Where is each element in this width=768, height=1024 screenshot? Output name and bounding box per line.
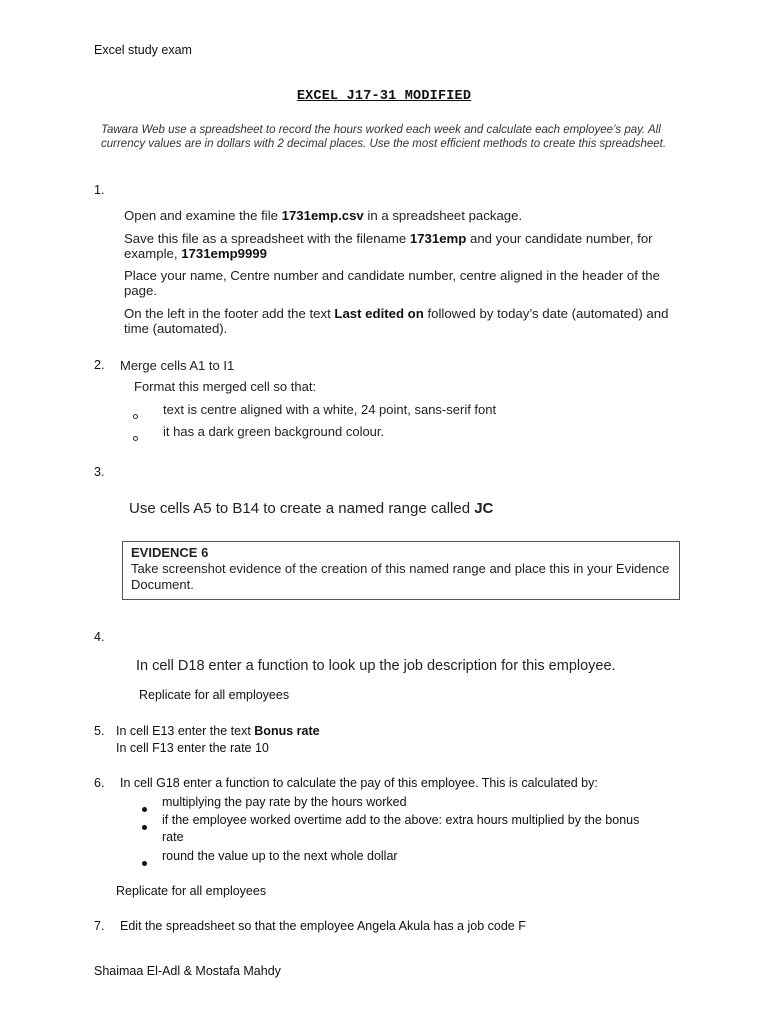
evidence-title: EVIDENCE 6: [131, 545, 209, 560]
q2-number: 2.: [94, 358, 105, 372]
q4-replicate: Replicate for all employees: [139, 688, 290, 702]
q5-line-2: In cell F13 enter the rate 10: [116, 741, 269, 755]
q6-bullet-1: multiplying the pay rate by the hours worked: [162, 795, 407, 809]
q1-paragraph-4: On the left in the footer add the text Last edited on followed by today’s date (automated) and time (automated).: [124, 306, 669, 336]
q6-line: In cell G18 enter a function to calculate the pay of this employee. This is calculated by:: [120, 776, 598, 790]
q2-line: Merge cells A1 to I1: [120, 358, 235, 373]
q1-paragraph-2: Save this file as a spreadsheet with the filename 1731emp and your candidate number, for example, 1731emp9999: [124, 231, 653, 261]
q2-bullet-2: it has a dark green background colour.: [163, 424, 385, 439]
bullet-circle-icon: [133, 406, 138, 424]
intro-paragraph: Tawara Web use a spreadsheet to record the hours worked each week and calculate each employee’s pay. All currency values are in dollars with 2 decimal places. Use the most efficient methods to create this spreadsheet.: [101, 124, 667, 150]
q6-bullet-3: round the value up to the next whole dollar: [162, 849, 398, 863]
q3-number: 3.: [94, 465, 105, 479]
q2-bullet-1: text is centre aligned with a white, 24 point, sans-serif font: [163, 402, 497, 417]
q2-subline: Format this merged cell so that:: [134, 379, 317, 394]
bullet-dot-icon: [142, 817, 147, 835]
q1-paragraph-1: Open and examine the file 1731emp.csv in a spreadsheet package.: [124, 208, 523, 223]
q4-line: In cell D18 enter a function to look up the job description for this employee.: [136, 658, 616, 674]
q4-number: 4.: [94, 630, 105, 644]
q7-number: 7.: [94, 919, 105, 933]
evidence-box: [122, 541, 680, 600]
q6-number: 6.: [94, 776, 105, 790]
document-title: EXCEL J17-31 MODIFIED: [296, 89, 472, 104]
q7-line: Edit the spreadsheet so that the employee Angela Akula has a job code F: [120, 919, 526, 933]
q1-paragraph-3: Place your name, Centre number and candidate number, centre aligned in the header of the page.: [124, 268, 660, 298]
bullet-circle-icon: [133, 428, 138, 446]
q3-line: Use cells A5 to B14 to create a named range called JC: [129, 500, 494, 517]
q1-number: 1.: [94, 183, 105, 197]
q6-bullet-2: if the employee worked overtime add to the above: extra hours multiplied by the bonus: [162, 813, 640, 827]
page-header: Excel study exam: [94, 43, 192, 57]
evidence-text: Take screenshot evidence of the creation of this named range and place this in your Evidence Document.: [131, 561, 670, 592]
q5-line-1: In cell E13 enter the text Bonus rate: [116, 724, 320, 738]
bullet-dot-icon: [142, 799, 147, 817]
q6-replicate: Replicate for all employees: [116, 884, 267, 898]
q6-bullet-2-cont: rate: [162, 830, 184, 844]
q5-number: 5.: [94, 724, 105, 738]
page-footer: Shaimaa El-Adl & Mostafa Mahdy: [94, 964, 281, 978]
bullet-dot-icon: [142, 853, 147, 871]
